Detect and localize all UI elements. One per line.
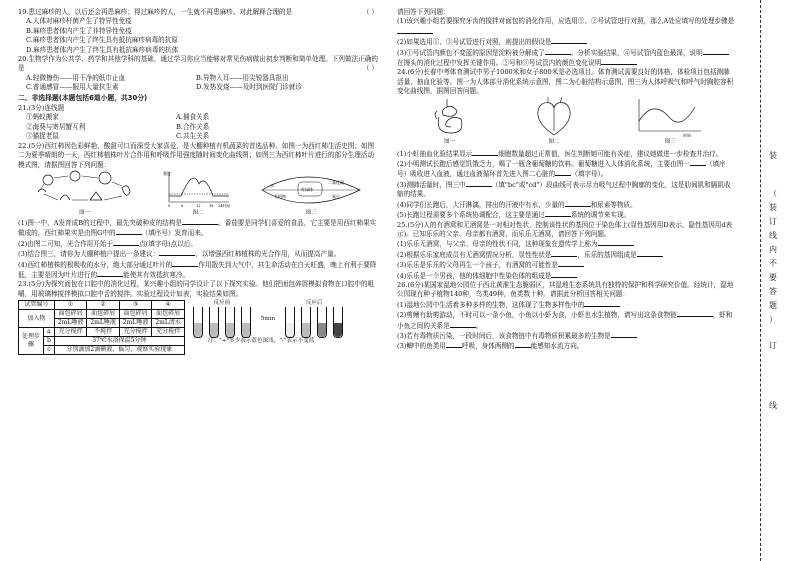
table-cell: 面包碎屑 [119,310,152,319]
q22-fig2 [163,170,233,218]
answer-blank[interactable] [450,321,476,328]
table-cell: a [44,328,55,337]
answer-blank[interactable] [555,169,571,176]
binding-char: 不 [769,259,777,268]
q25-sub1: (1)乐乐无酒窝，与父亲、母亲的性状不同，这种现象在遗传学上称为 [397,239,735,249]
q25-sub4: (4)乐乐是一个男孩，他的体细胞中性染色体的组成是 [397,271,735,281]
q26-sub3: (3)若有毒物质污染，一段时间后，该食物链中有毒物质积累最多的生物是 [397,331,735,341]
q21-left-1: ①蚂蚁搬家 [26,113,59,122]
table-cell: 充分搅拌 [54,328,87,337]
table-cell: 面包碎屑 [54,310,87,319]
binding-char: 线 [769,231,777,240]
answer-blank[interactable] [545,48,571,55]
tubes-after [285,307,343,338]
fig2-caption: 图二 [192,209,204,216]
answer-paren: （ ） [362,8,378,16]
table-cell: b [44,337,55,346]
fig-note: 注："+"多少表示蓝色深浅，"-"表示不变蓝 [207,338,315,345]
q26-sub2: (2)剪鳍有助剪游动，不时可以一条小鱼，小鱼以小虾为食，小虾也水生植物，请写出这条食物链 ，虾和小鱼之间的关系是 。 [397,311,733,330]
fig3-label-water: 水 [270,182,275,188]
q23-tube-figure [193,300,343,345]
q21-right-a: A.捕食关系 [176,113,210,122]
answer-blank[interactable] [558,260,584,267]
answer-paren: （ ） [362,64,378,73]
test-tube [241,307,251,338]
binding-char: 题 [769,301,777,310]
q22-sub2: (2)由图二可知，光合作用开始于 点(填字母)点以后。 [18,239,197,248]
table-cell: 分别滴加2滴碘液，摇匀，观察实验现象 [54,346,184,355]
answer-blank[interactable] [466,180,492,187]
left-column [18,8,378,355]
table-header: ③ [119,301,152,310]
q22-sub3: (3)结合图三，请你为大棚种植户提出一条建议： ，以增强西红柿植株的光合作用，从而提高产量。 [18,250,341,259]
fig3-caption: 图三 [305,209,317,216]
fig-before-label: 反应前 [213,300,231,307]
fig2-ylabel: 强度 [162,170,171,176]
binding-margin [748,0,794,561]
q23-sub3: (3)①号试管内颜色不变蓝的原因是淀粉被分解成了 。分析实验结果，④号试管内蓝色最深，说明在馒头的消化过程中发挥关键作用。②号和③号试管内的颜色变化说明 [397,48,735,69]
fig2-tick-24: 24时间 [217,203,230,208]
table-cell: 处理步骤 [19,328,44,355]
q24-fig3-caption: 图三 [664,139,676,146]
digestive-system-diagram [427,97,473,137]
q21-stem: 21.(3分)连线题 [18,104,65,113]
table-header: ① [54,301,87,310]
table-cell: c [44,346,55,355]
test-tube [301,307,311,338]
q24-fig1 [427,97,473,147]
answer-blank[interactable] [598,239,634,246]
table-header: 试管编号 [19,301,55,310]
test-tube [317,307,327,338]
table-cell: 2mL唾液 [87,319,120,328]
q24-sub2: (2)小明测试长跑后感觉饥饿乏力，喝了一瓶含葡萄糖的饮料。葡萄糖进入人体消化系统，主要由图一 （填序号）吸收进入血液，通过血液循环首先进入图二心脏的 （填字母）。 [397,160,726,179]
q23-experiment [18,300,378,355]
table-cell: 37℃水浴保温5分钟 [54,337,184,346]
fig3-label-oxygen: 氧气 [332,193,341,199]
q19-opt-d: D.麻疹患者体内产生了终生具有抵抗麻疹病毒的抗体 [26,45,179,54]
answer-blank[interactable] [690,159,706,166]
test-tube [225,307,235,338]
table-header: ④ [152,301,185,310]
tubes-before [193,307,251,338]
answer-blank[interactable] [515,341,531,348]
q22-fig3 [256,170,366,218]
q24-sub5: (5)长跑过程需要多个系统协调配合，这主要是通过 系统的调节来实现。 [397,211,631,220]
fig1-caption: 图一 [79,209,91,216]
answer-blank[interactable] [172,260,198,267]
right-column [397,8,735,352]
q19-opt-b: B.麻疹患者体内产生了非特异性免疫 [26,26,132,35]
q24-sub4: (4)同学们长跑后，大汗淋漓，排出的汗液中有水、少量的 和尿素等物质。 [397,200,637,209]
fig3-label-co2: 二氧化碳 [328,179,345,185]
q25-sub2: (2)根据乐乐家庭成员有无酒窝情况分析，显性性状是 ，乐乐的基因组成是 [397,250,735,260]
table-cell: 加入物 [19,310,55,328]
answer-blank[interactable] [584,300,620,307]
q19-opt-c: C.麻疹患者体内产生了终生具有抵抗麻疹病毒的抗原 [26,36,178,45]
q24-sub1: (1)小虹抽血化验结果显示 细胞数量超过正常值，医生判断她可能有炎症，建议她做进一步检查并治疗。 [397,149,723,158]
q19-opt-a: A.人体对麻疹杆菌产生了特异性免疫 [26,17,132,26]
answer-blank[interactable] [565,200,591,207]
binding-char: 订 [769,217,777,226]
q24-fig3 [635,97,705,147]
table-header: ② [87,301,120,310]
q24-fig3-xlabel: 时间 [683,133,692,138]
fig-time-label: 5min [260,315,276,322]
test-tube [333,307,343,338]
binding-char: 订 [769,341,777,350]
answer-blank[interactable] [677,310,713,317]
q24-fig2-caption: 图二 [548,139,560,146]
answer-blank[interactable] [113,239,139,246]
answer-blank[interactable] [116,228,142,235]
answer-blank[interactable] [551,271,577,278]
q23-intro: 请回答下列问题： [397,8,450,16]
table-cell: 面包碎屑 [87,310,120,319]
q21-left-3: ③猫捉老鼠 [26,132,59,141]
tomato-lifecycle-diagram [30,170,140,208]
q26-sub4: (3)鲫中的鱼类用 呼吸，身体两侧的 能感知水流方向。 [397,342,584,351]
fig2-tick-12: 12 [195,203,201,208]
fig2-tick-18: 18 [208,203,214,208]
binding-char: 线 [769,401,777,410]
answer-blank[interactable] [551,250,577,257]
fig3-label-organic: 有机物 [274,193,287,199]
q23-stem: 23.(5分)为探究面包在口腔中的消化过程，某兴趣小组的同学设计了以下探究实验。他们把面包碎屑模拟食物在口腔中的咀嚼，用玻璃棒搅拌模拟口腔中舌的搅拌。实验过程设计如表，实验结果如图。 [18,280,375,298]
q26-sub1: (1)湿地公园中生活着多种多样的生物，这体现了生物多样性中的 [397,300,735,310]
answer-blank[interactable] [446,341,462,348]
cut-line [760,0,761,561]
q22-stem: 22.(5分)西红柿因色彩鲜艳、酸甜可口而深受大家喜爱，是大棚种植有机蔬菜的首选品种。如图一为西红柿生活史图；如图二为夏季晴朗的一天，西红柿植株叶片合作用和呼吸作用强度随时间变化曲线图；如图三为西红柿叶片进行的部分生理活动模式图，请据图回答下列问题： [18,141,375,169]
binding-char: 内 [769,245,777,254]
answer-blank[interactable] [472,149,498,156]
q20-stem: 20.生物学作为公共学、药学和其他学科的基础，通过学习你应当能够对常见伤病做出初步判断和简单处理。下列做法正确的是 （ ） [18,55,378,73]
thoracic-volume-curve [635,97,705,137]
q24-fig2 [532,97,576,147]
q20-opts-row1: A.轻微擦伤——用干净的纸巾止血 B.异物入耳——用尖锐器具抠出 [26,73,289,82]
photosynthesis-curve-chart [163,170,233,208]
q23-sub2: (2)如果选用①、③号试管进行对照，则提出的假设是 [397,37,735,47]
binding-char: 要 [769,273,777,282]
table-cell: 充分搅拌 [119,328,152,337]
table-cell: 不搅拌 [87,328,120,337]
answer-blank[interactable] [182,218,218,225]
test-tube [285,307,295,338]
q21-matching [26,113,378,141]
q20-opts-row2: C.普通感冒——服用大量抗生素 D.发热发烧——及时到医院门诊就诊 [26,83,303,92]
q24-figures [397,98,735,148]
binding-char: （ [769,189,777,198]
fig-after-label: 反应后 [305,300,323,307]
answer-blank[interactable] [551,37,587,44]
answer-blank[interactable] [397,27,433,34]
q22-fig1 [30,170,140,218]
binding-char: ） [769,315,777,324]
leaf-physiology-diagram [256,170,366,208]
q21-right-c: C.共生关系 [176,132,210,141]
fig2-tick-0: 0 [167,203,171,208]
q23-experiment-table [18,300,185,355]
q26-stem: 26.(6分)某国家湿地公园位于西北黄淮生态脆弱区，其湿地生态系统具有独特的保护和科学研究价值。经统计，湿地公园现有种子植物140种，鸟类49种，鱼类数十种。请据此分析回答相关问题： [397,280,734,299]
table-cell: 2mL唾液 [119,319,152,328]
table-cell: 面包碎屑 [152,310,185,319]
fig2-tick-6: 6 [180,203,184,208]
q25-stem: 25.(5分)人的有酒窝和无酒窝是一对相对性状，控制该性状的基因位于染色体上(显性基因用D表示，隐性基因用d表示)。已知乐乐的父亲、母亲都有酒窝，而乐乐无酒窝，请回答下列问题。 [397,220,733,238]
q22-figures [18,171,378,217]
binding-char: 答 [769,287,777,296]
q25-sub3: (3)乐乐是乐乐的父母再生一个孩子，有酒窝的可能性是 [397,260,735,270]
binding-char: 装 [769,203,777,212]
q21-left-2: ②海葵与寄居蟹互利 [26,122,86,131]
fig3-label-chloroplast: 叶绿体 [301,186,314,192]
answer-blank[interactable] [159,249,195,256]
q24-sub3: (3)测肺活量时，图三中 （填"bc"或"cd"）段曲线可表示尽力吸气过程中胸廓的变化，这是肋间肌和膈肌收缩的结果。 [397,180,731,199]
answer-blank[interactable] [611,331,637,338]
table-cell: 2mL清水 [152,319,185,328]
q23-sub1: (1)该兴趣小组若要探究牙齿的搅拌对面包的消化作用，应选用①、②号试管进行对照，那么A处应填写的处理步骤是 [397,17,735,37]
binding-char: 装 [769,151,777,160]
answer-blank[interactable] [601,58,637,65]
section-heading: 二、非选择题(本题包括6道小题，共30分) [18,93,148,102]
q22-sub1: (1)图一中，A发育成B的过程中，最先突破种皮的结构是 。番茄要是同学们喜爱的食品，它主要是用西红柿果实做成的，西红柿果实是由图G中的 （填序号）发育而来。 [18,218,377,238]
answer-blank[interactable] [545,210,571,217]
heart-diagram [532,97,576,137]
answer-blank[interactable] [703,48,729,55]
q22-sub4: (4)西红柿植株的根吸收的水分，绝大部分通过叶片的 作用散失到大气中，其生命活动在白天旺盛，晚上有利于要降低，主要是因为叶片进行的 能使其有效抵抗寒冷。 [18,260,377,279]
test-tube [193,307,203,338]
table-cell: 2mL唾液 [54,319,87,328]
table-cell: 充分搅拌 [152,328,185,337]
answer-blank[interactable] [97,270,123,277]
q24-stem: 24.(6分)长春中考体育测试中男子1000米和女子800米是必选项目。体育测试需要良好的体格，体检项目包括测肺活量、抽血化验等。图一为人体部分消化系统示意图，图二为心脏结构示意图，图三为人体呼吸气和呼气时胸腔容积变化曲线图，据图回答问题。 [397,68,734,96]
q21-right-b: B.合作关系 [176,122,210,131]
test-tube [209,307,219,338]
q24-fig1-caption: 图一 [444,139,456,146]
q19-stem: 19.患过麻疹的人，以后还会再患麻疹；得过麻疹的人，一生就不再患麻疹。对此解释合理的是 （ ） [18,8,378,16]
answer-blank[interactable] [637,250,663,257]
